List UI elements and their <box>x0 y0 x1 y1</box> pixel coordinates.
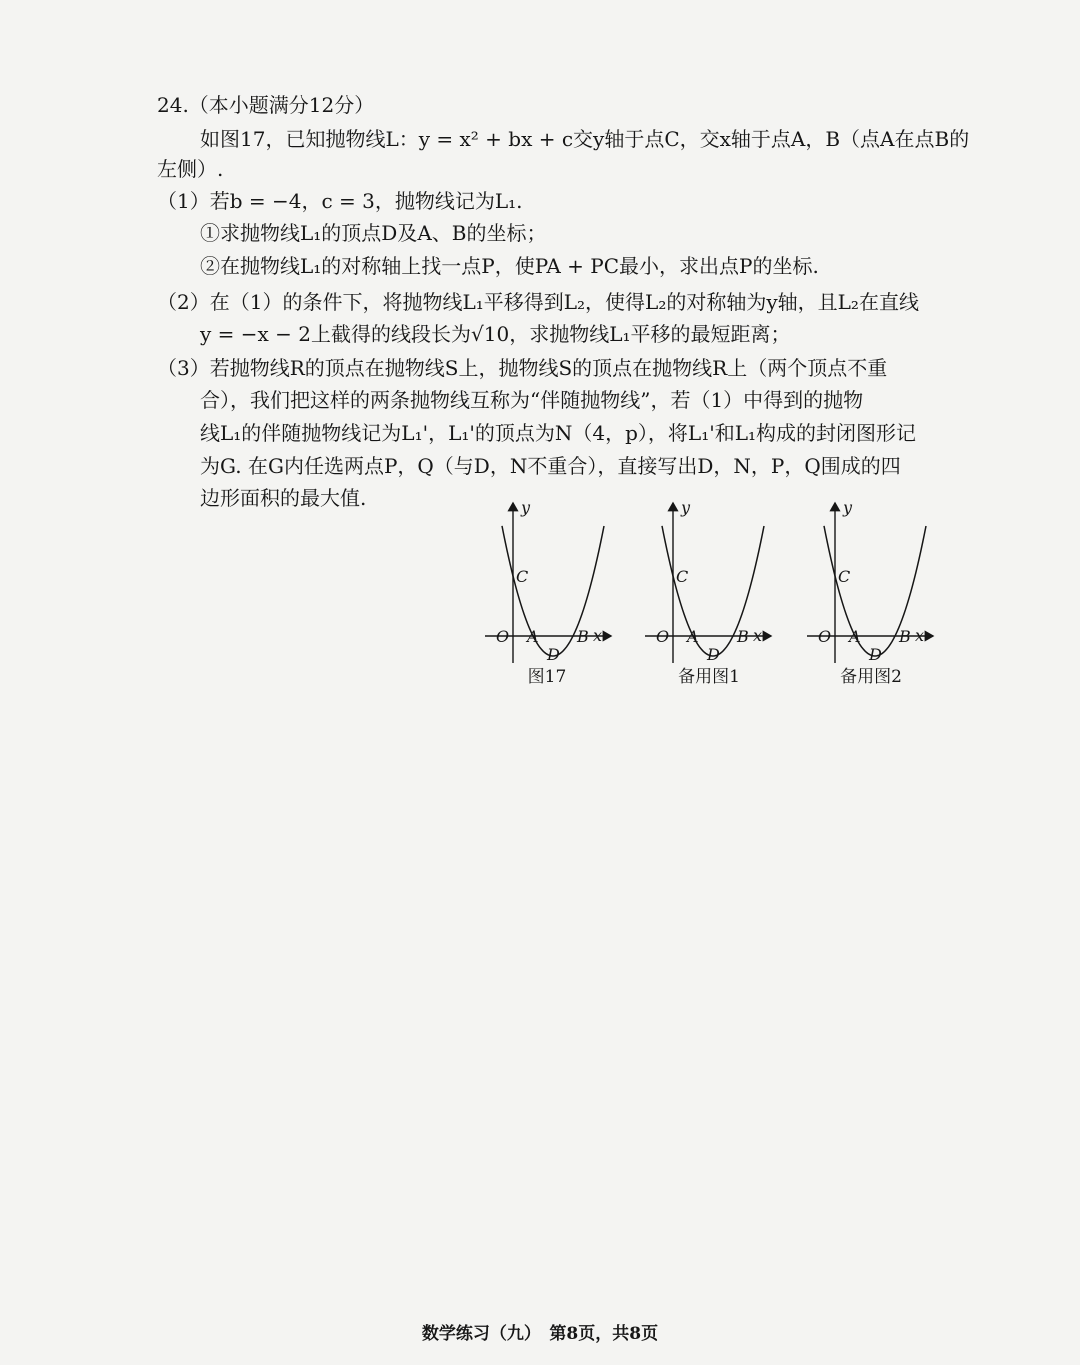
label-c: C <box>676 567 689 586</box>
label-a: A <box>849 627 861 646</box>
label-o: O <box>818 627 832 646</box>
label-b: B <box>737 627 749 646</box>
label-d: D <box>869 645 882 664</box>
figure-spare-2 <box>807 498 933 664</box>
figure-17-caption: 图17 <box>527 667 567 687</box>
label-a: A <box>527 627 539 646</box>
problem-title: 24.（本小题满分12分） <box>157 93 375 117</box>
label-y: y <box>843 498 853 517</box>
figure-spare-1-caption: 备用图1 <box>678 667 740 687</box>
part3-line5: 边形面积的最大值. <box>200 486 367 510</box>
label-c: C <box>516 567 529 586</box>
label-d: D <box>547 645 560 664</box>
part3-line3: 线L₁的伴随抛物线记为L₁'，L₁'的顶点为N（4，p），将L₁'和L₁构成的封闭图形记 <box>200 421 917 445</box>
label-a: A <box>687 627 699 646</box>
label-c: C <box>838 567 851 586</box>
label-y: y <box>521 498 531 517</box>
label-b: B <box>899 627 911 646</box>
label-o: O <box>496 627 510 646</box>
part1-question-a: ①求抛物线L₁的顶点D及A、B的坐标； <box>200 221 547 245</box>
figure-spare-2-caption: 备用图2 <box>840 667 902 687</box>
problem-stem-line1: 如图17，已知抛物线L：y = x² + bx + c交y轴于点C，交x轴于点A，B（点A在点B的 <box>200 127 970 151</box>
label-d: D <box>707 645 720 664</box>
problem-stem-line2: 左侧）. <box>157 157 224 181</box>
label-o: O <box>656 627 670 646</box>
part1-text: （1）若b = −4，c = 3，抛物线记为L₁. <box>157 189 523 213</box>
figure-17 <box>485 498 611 664</box>
part2-line2: y = −x − 2上截得的线段长为√10，求抛物线L₁平移的最短距离； <box>200 322 791 346</box>
figure-spare-1 <box>645 498 771 664</box>
label-x: x <box>593 626 603 645</box>
label-x: x <box>915 626 925 645</box>
part2-line1: （2）在（1）的条件下，将抛物线L₁平移得到L₂，使得L₂的对称轴为y轴，且L₂在直线 <box>157 290 919 314</box>
figures-svg <box>475 495 945 695</box>
page-footer: 数学练习（九） 第8页，共8页 <box>421 1324 659 1344</box>
label-x: x <box>753 626 763 645</box>
label-b: B <box>577 627 589 646</box>
part3-line2: 合），我们把这样的两条抛物线互称为“伴随抛物线”，若（1）中得到的抛物 <box>200 388 864 412</box>
part3-line1: （3）若抛物线R的顶点在抛物线S上，抛物线S的顶点在抛物线R上（两个顶点不重 <box>157 356 888 380</box>
part3-line4: 为G. 在G内任选两点P，Q（与D，N不重合），直接写出D，N，P，Q围成的四 <box>200 454 901 478</box>
label-y: y <box>681 498 691 517</box>
figures-group <box>475 495 945 695</box>
part1-question-b: ②在抛物线L₁的对称轴上找一点P，使PA + PC最小，求出点P的坐标. <box>200 254 819 278</box>
